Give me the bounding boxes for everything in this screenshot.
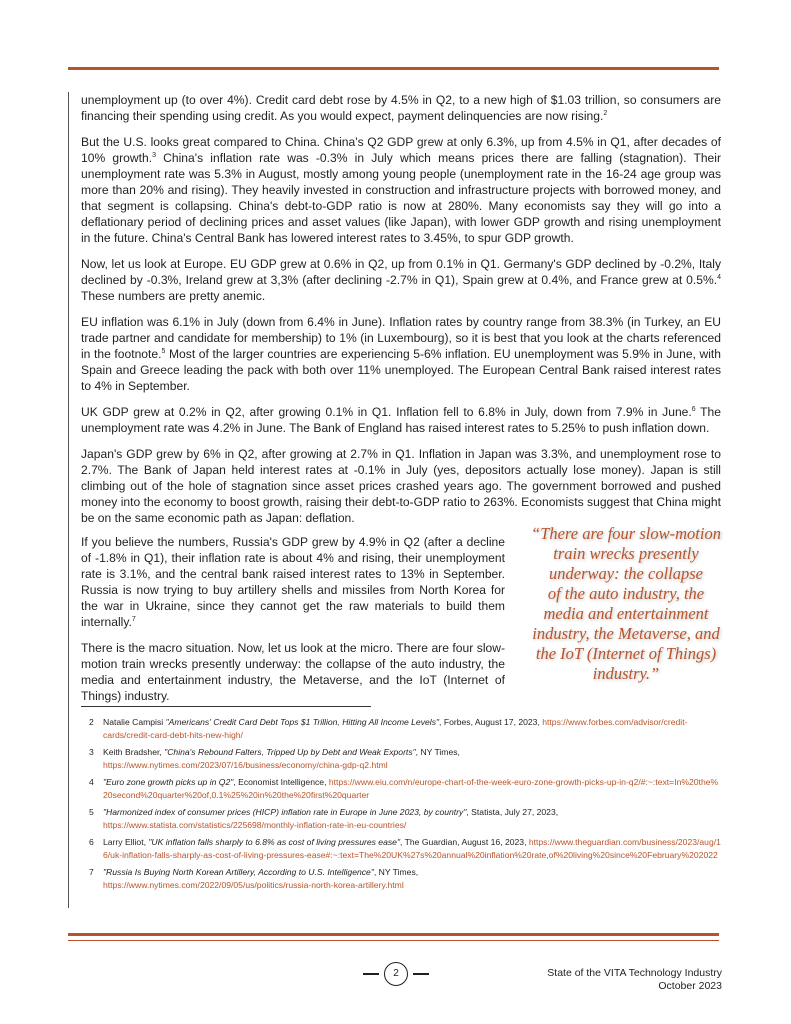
- footnote-item: [81, 716, 721, 741]
- paragraph-russia: If you believe the numbers, Russia's GDP grew by 4.9% in Q2 (after a decline of -1.8% in Q1), their inflation rate is about 4% and rising, their unemployment rate is 3.1%, and the central bank raised interest rates to 13% in September. Russia is now trying to buy artillery shells and missiles from North Korea for the war in Ukraine, since they cannot get the raw materials to build them internally.$^7$: [81, 535, 505, 629]
- footnote-text: "Russia Is Buying North Korean Artillery, According to U.S. Intelligence", NY Times, https://www.nytimes.com/2022/09/05/us/politics/russia-north-korea-artillery.html: [103, 867, 419, 890]
- footnote-item: [81, 746, 721, 771]
- publication-title: State of the VITA Technology Industry: [547, 967, 722, 979]
- paragraph-europe-gdp: Now, let us look at Europe. EU GDP grew at 0.6% in Q2, up from 0.1% in Q1. Germany's GDP declined by -0.2%, Italy declined by -0.3%, Ireland grew at 3,3% (after declining -2.7% in Q1), Spain grew at 0.4%, and France grew at 0.5%.$^4$ These numbers are pretty anemic.: [81, 257, 721, 303]
- page-number-badge: [361, 962, 431, 986]
- footnote-ref-5[interactable]: 5: [161, 348, 166, 355]
- paragraph-micro: There is the macro situation. Now, let us look at the micro. There are four slow-motion train wrecks presently underway: the collapse of the auto industry, the media and entertainment industry, the Metaverse, and the IoT (Internet of Things) industry.: [81, 641, 505, 703]
- footer-info: [547, 967, 722, 993]
- footnote-ref-6[interactable]: 6: [691, 406, 696, 413]
- footnote-number: 7: [89, 867, 94, 877]
- footnotes: [81, 716, 721, 896]
- footnote-item: [81, 776, 721, 801]
- footnote-rule: [81, 706, 371, 707]
- footnote-link[interactable]: https://www.eiu.com/n/europe-chart-of-the-week-euro-zone-growth-picks-up-in-q2/#:~:text=In%20the%20second%20quarter%20of,0.1%25%20in%20the%20first%20quarter: [103, 777, 719, 800]
- footnote-number: 3: [89, 747, 94, 757]
- footnote-item: [81, 806, 721, 831]
- footer-rule-thin: [68, 940, 719, 941]
- footnote-text: Natalie Campisi "Americans' Credit Card Debt Tops $1 Trillion, Hitting All Income Levels", Forbes, August 17, 2023, https://www.forbes.com/advisor/credit-cards/credit-card-debt-hits-new-high/: [103, 717, 688, 740]
- footnote-text: "Harmonized index of consumer prices (HICP) inflation rate in Europe in June 2023, by country", Statista, July 27, 2023, https://www.statista.com/statistics/225698/monthly-inflation-rate-in-eu-countries/: [103, 807, 559, 830]
- paragraph-us-credit: unemployment up (to over 4%). Credit card debt rose by 4.5% in Q2, to a new high of $1.03 trillion, so consumers are financing their spending using credit. As you would expect, payment delinquencies are now rising.$^2$: [81, 93, 721, 123]
- paragraph-japan: Japan's GDP grew by 6% in Q2, after growing at 2.7% in Q1. Inflation in Japan was 3.3%, and unemployment rose to 2.7%. The Bank of Japan held interest rates at -0.1% in July (yes, depositors actually lose money). Japan is still climbing out of the hole of stagnation since asset prices crashed years ago. The government borrowed and pushed money into the economy to boost growth, raising their debt-to-GDP ratio to 263%. Economists suggest that China might be on the same economic path as Japan: deflation.: [81, 447, 721, 525]
- footer-rule: [68, 933, 719, 936]
- publication-date: October 2023: [658, 980, 722, 992]
- footnote-number: 4: [89, 777, 94, 787]
- footnote-ref-7[interactable]: 7: [131, 616, 136, 623]
- footnote-text: Larry Elliot, "UK inflation falls sharply to 6.8% as cost of living pressures ease", The Guardian, August 16, 2023, https://www.theguardian.com/business/2023/aug/16/uk-inflation-falls-sharply-as-cost-of-living-pressures-ease#:~:text=The%20UK%27s%20annual%20inflation%20rate,of%20living%20since%20February%202022: [103, 837, 721, 860]
- footnote-ref-2[interactable]: 2: [603, 110, 608, 117]
- paragraph-uk: UK GDP grew at 0.2% in Q2, after growing 0.1% in Q1. Inflation fell to 6.8% in July, down from 7.9% in June.$^6$ The unemployment rate was 4.2% in June. The Bank of England has raised interest rates to 5.25% to push inflation down.: [81, 405, 722, 435]
- footnote-link[interactable]: https://www.statista.com/statistics/225698/monthly-inflation-rate-in-eu-countries/: [103, 819, 407, 830]
- paragraph-china: But the U.S. looks great compared to China. China's Q2 GDP grew at only 6.3%, up from 4.5% in Q1, after decades of 10% growth.$^3$ China's inflation rate was -0.3% in July which means prices there are falling (stagnation). Their unemployment rate was 5.3% in August, mostly among young people (unemployment rate in the 16-24 age group was more than 20% and rising). They heavily invested in construction and infrastructure projects with borrowed money, and that segment is collapsing. China's debt-to-GDP ratio is now at 280%. Many economists say they will go into a deflationary period of declining prices and asset values (like Japan), with lower GDP growth and rising unemployment in the future. China's Central Bank has lowered interest rates to 3.45%, to spur GDP growth.: [81, 135, 721, 245]
- paragraph-eu-inflation: EU inflation was 6.1% in July (down from 6.4% in June). Inflation rates by country range from 38.3% (in Turkey, an EU trade partner and candidate for membership) to 1% (in Luxembourg), so it is best that you look at the charts referenced in the footnote.$^5$ Most of the larger countries are experiencing 5-6% inflation. EU unemployment was 5.9% in June, with Spain and Greece leading the pack with both over 11% unemployed. The European Central Bank raised interest rates to 4% in September.: [81, 315, 722, 393]
- page-number: 2: [384, 962, 408, 986]
- footnote-link[interactable]: https://www.theguardian.com/business/2023/aug/16/uk-inflation-falls-sharply-as-cost-of-living-pressures-ease#:~:text=The%20UK%27s%20annual%20inflation%20rate,of%20living%20since%20February%202022: [103, 837, 721, 860]
- footnote-link[interactable]: https://www.forbes.com/advisor/credit-cards/credit-card-debt-hits-new-high/: [103, 717, 688, 740]
- footnote-link[interactable]: https://www.nytimes.com/2022/09/05/us/politics/russia-north-korea-artillery.html: [103, 879, 404, 890]
- footnote-link[interactable]: https://www.nytimes.com/2023/07/16/business/economy/china-gdp-q2.html: [103, 759, 388, 770]
- pull-quote: “There are four slow-motion train wrecks presently underway: the collapse of the auto industry, the media and entertainment industry, the Metaverse, and the IoT (Internet of Things) industry.”: [531, 524, 721, 683]
- margin-line: [68, 92, 69, 908]
- footnote-text: "Euro zone growth picks up in Q2", Economist Intelligence, https://www.eiu.com/n/europe-chart-of-the-week-euro-zone-growth-picks-up-in-q2/#:~:text=In%20the%20second%20quarter%20of,0.1%25%20in%20the%20first%20quarter: [103, 777, 719, 800]
- dash-right: [413, 973, 429, 975]
- footnote-number: 2: [89, 717, 94, 727]
- header-rule: [68, 67, 719, 70]
- footnote-text: Keith Bradsher, "China's Rebound Falters, Tripped Up by Debt and Weak Exports", NY Times, https://www.nytimes.com/2023/07/16/business/economy/china-gdp-q2.html: [103, 747, 460, 770]
- footnote-number: 5: [89, 807, 94, 817]
- footnote-item: [81, 836, 721, 861]
- left-column: [81, 534, 505, 714]
- footnote-ref-4[interactable]: 4: [717, 274, 721, 281]
- main-body: [81, 92, 721, 536]
- footnote-ref-3[interactable]: 3: [152, 152, 156, 159]
- footnote-number: 6: [89, 837, 94, 847]
- dash-left: [363, 973, 379, 975]
- footnote-item: [81, 866, 721, 891]
